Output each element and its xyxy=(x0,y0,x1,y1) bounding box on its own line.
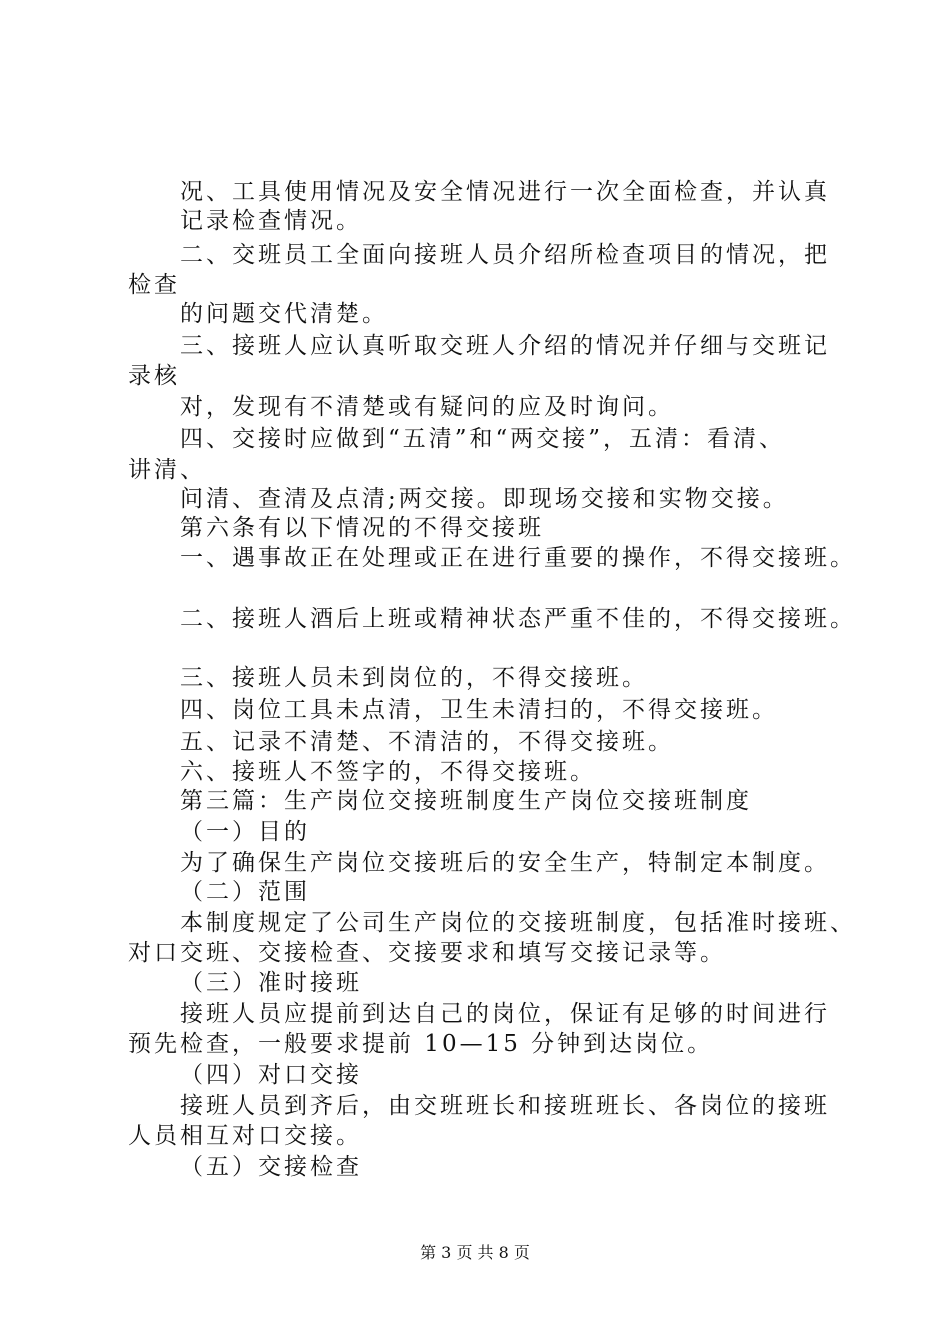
subsection-heading: （三）准时接班 xyxy=(180,970,362,996)
subsection-heading: （四）对口交接 xyxy=(180,1062,362,1088)
text-line: 四、交接时应做到“五清”和“两交接”，五清：看清、 xyxy=(180,426,786,452)
text-line: 对口交班、交接检查、交接要求和填写交接记录等。 xyxy=(128,940,726,966)
text-line: 况、工具使用情况及安全情况进行一次全面检查，并认真 xyxy=(180,179,830,205)
text-line: 讲清、 xyxy=(128,457,206,483)
text-line: 检查 xyxy=(128,272,180,298)
section-heading: 第六条有以下情况的不得交接班 xyxy=(180,515,544,541)
text-line: 为了确保生产岗位交接班后的安全生产，特制定本制度。 xyxy=(180,850,830,876)
text-line: 六、接班人不签字的，不得交接班。 xyxy=(180,759,596,785)
subsection-heading: （五）交接检查 xyxy=(180,1154,362,1180)
text-line: 五、记录不清楚、不清洁的，不得交接班。 xyxy=(180,729,674,755)
text-line: 一、遇事故正在处理或正在进行重要的操作，不得交接班。 xyxy=(180,545,856,571)
text-line: 录核 xyxy=(128,363,180,389)
text-line: 人员相互对口交接。 xyxy=(128,1123,362,1149)
text-line: 接班人员到齐后，由交班班长和接班班长、各岗位的接班 xyxy=(180,1093,830,1119)
text-line: 接班人员应提前到达自己的岗位，保证有足够的时间进行 xyxy=(180,1001,830,1027)
text-line: 三、接班人员未到岗位的，不得交接班。 xyxy=(180,665,648,691)
subsection-heading: （一）目的 xyxy=(180,819,310,845)
text-line: 二、接班人酒后上班或精神状态严重不佳的，不得交接班。 xyxy=(180,606,856,632)
text-line: 三、接班人应认真听取交班人介绍的情况并仔细与交班记 xyxy=(180,333,830,359)
section-heading: 第三篇：生产岗位交接班制度生产岗位交接班制度 xyxy=(180,788,752,814)
text-line: 四、岗位工具未点清，卫生未清扫的，不得交接班。 xyxy=(180,697,778,723)
text-line: 对，发现有不清楚或有疑问的应及时询问。 xyxy=(180,394,674,420)
text-line: 的问题交代清楚。 xyxy=(180,301,388,327)
text-line: 记录检查情况。 xyxy=(180,208,362,234)
page-footer: 第 3 页 共 8 页 xyxy=(420,1243,530,1262)
subsection-heading: （二）范围 xyxy=(180,879,310,905)
text-line: 预先检查，一般要求提前 10—15 分钟到达岗位。 xyxy=(128,1031,714,1057)
text-line: 本制度规定了公司生产岗位的交接班制度，包括准时接班、 xyxy=(180,910,856,936)
text-line: 问清、查清及点清;两交接。即现场交接和实物交接。 xyxy=(180,486,789,512)
text-line: 二、交班员工全面向接班人员介绍所检查项目的情况，把 xyxy=(180,242,830,268)
